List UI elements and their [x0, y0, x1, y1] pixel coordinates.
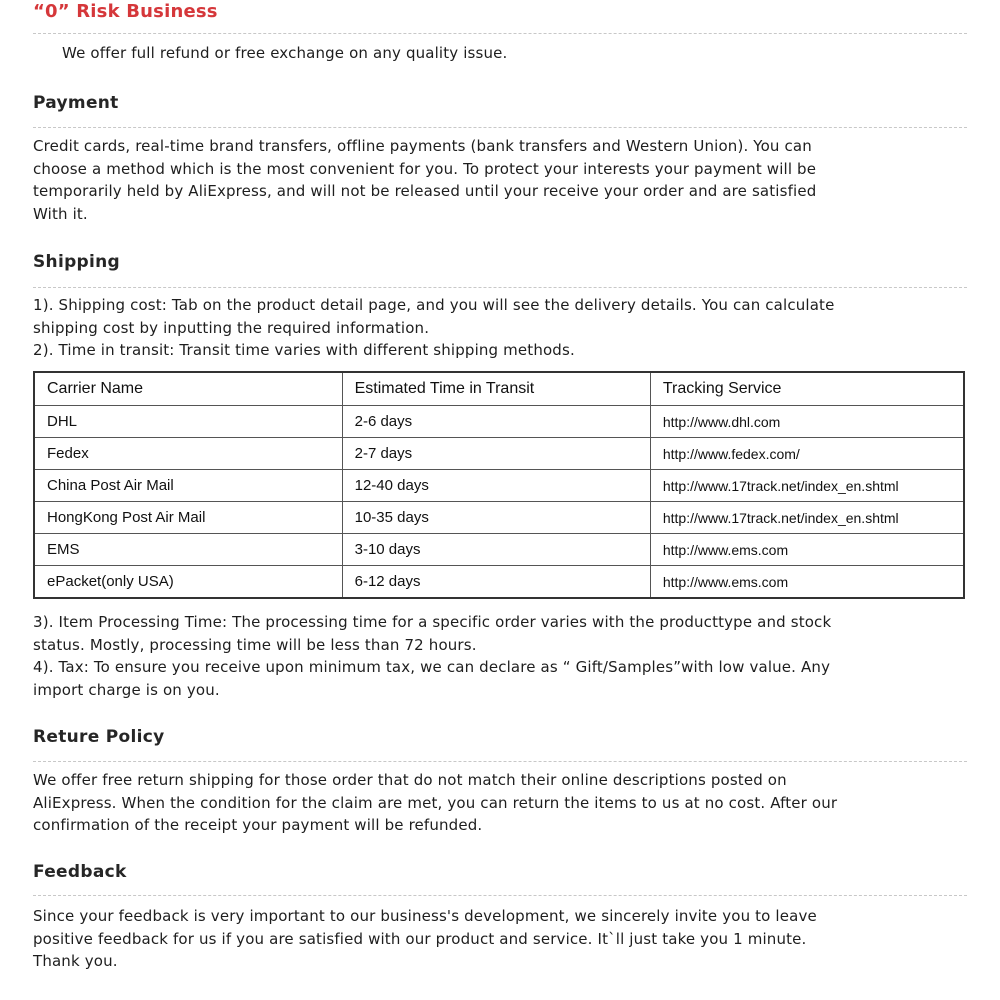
shipping-carrier-table [33, 371, 965, 599]
shipping-heading: Shipping [33, 252, 121, 272]
table-row [34, 566, 964, 599]
carrier-name-cell: China Post Air Mail [34, 470, 342, 502]
feedback-paragraph [33, 905, 973, 973]
payment-line: temporarily held by AliExpress, and will not be released until your receive your order and are satisfied [33, 182, 817, 200]
carrier-name-cell: Fedex [34, 438, 342, 470]
table-row [34, 534, 964, 566]
carrier-name-header: Carrier Name [34, 372, 342, 406]
divider [33, 895, 967, 896]
feedback-line: positive feedback for us if you are satisfied with our product and service. It`ll just take you 1 minute. [33, 929, 807, 948]
shipping-outro [33, 611, 973, 701]
table-row [34, 438, 964, 470]
risk-business-title: “0” Risk Business [33, 1, 218, 22]
tracking-service-header: Tracking Service [650, 372, 964, 406]
shipping-line: 1). Shipping cost: Tab on the product detail page, and you will see the delivery details. You can calculate [33, 296, 835, 314]
transit-time-cell: 2-7 days [342, 438, 650, 470]
carrier-name-cell: EMS [34, 534, 342, 566]
tracking-link[interactable]: http://www.17track.net/index_en.shtml [650, 470, 964, 502]
payment-paragraph [33, 135, 973, 225]
table-row [34, 470, 964, 502]
divider [33, 287, 967, 288]
tracking-link[interactable]: http://www.17track.net/index_en.shtml [650, 502, 964, 534]
return-policy-line: AliExpress. When the condition for the claim are met, you can return the items to us at no cost. After our [33, 793, 838, 812]
table-row [34, 502, 964, 534]
shipping-line: shipping cost by inputting the required information. [33, 318, 430, 337]
return-policy-paragraph [33, 769, 973, 837]
transit-time-cell: 10-35 days [342, 502, 650, 534]
table-header-row [34, 372, 964, 406]
tracking-link[interactable]: http://www.ems.com [650, 566, 964, 599]
carrier-name-cell: ePacket(only USA) [34, 566, 342, 599]
feedback-heading: Feedback [33, 862, 127, 882]
shipping-line: 3). Item Processing Time: The processing time for a specific order varies with the producttype and stock [33, 613, 832, 631]
return-policy-line: We offer free return shipping for those order that do not match their online descriptions posted on [33, 771, 787, 789]
payment-line: With it. [33, 204, 88, 223]
payment-heading: Payment [33, 93, 119, 113]
feedback-line: Since your feedback is very important to our business's development, we sincerely invite you to leave [33, 907, 817, 925]
divider [33, 33, 967, 34]
transit-time-cell: 3-10 days [342, 534, 650, 566]
tracking-link[interactable]: http://www.dhl.com [650, 406, 964, 438]
feedback-line: Thank you. [33, 952, 118, 970]
return-policy-line: confirmation of the receipt your payment will be refunded. [33, 816, 483, 834]
transit-time-cell: 2-6 days [342, 406, 650, 438]
payment-line: choose a method which is the most convenient for you. To protect your interests your payment will be [33, 159, 817, 178]
table-row [34, 406, 964, 438]
carrier-name-cell: HongKong Post Air Mail [34, 502, 342, 534]
payment-line: Credit cards, real-time brand transfers, offline payments (bank transfers and Western Union). You can [33, 137, 812, 155]
carrier-name-cell: DHL [34, 406, 342, 438]
transit-time-header: Estimated Time in Transit [342, 372, 650, 406]
risk-business-text: We offer full refund or free exchange on any quality issue. [62, 44, 508, 62]
divider [33, 127, 967, 128]
shipping-line: import charge is on you. [33, 680, 220, 699]
shipping-intro [33, 294, 973, 362]
transit-time-cell: 12-40 days [342, 470, 650, 502]
shipping-line: 4). Tax: To ensure you receive upon minimum tax, we can declare as “ Gift/Samples”with low value. Any [33, 658, 831, 676]
tracking-link[interactable]: http://www.ems.com [650, 534, 964, 566]
return-policy-heading: Reture Policy [33, 727, 165, 747]
divider [33, 761, 967, 762]
shipping-line: status. Mostly, processing time will be less than 72 hours. [33, 635, 477, 654]
tracking-link[interactable]: http://www.fedex.com/ [650, 438, 964, 470]
transit-time-cell: 6-12 days [342, 566, 650, 599]
shipping-line: 2). Time in transit: Transit time varies with different shipping methods. [33, 341, 575, 359]
